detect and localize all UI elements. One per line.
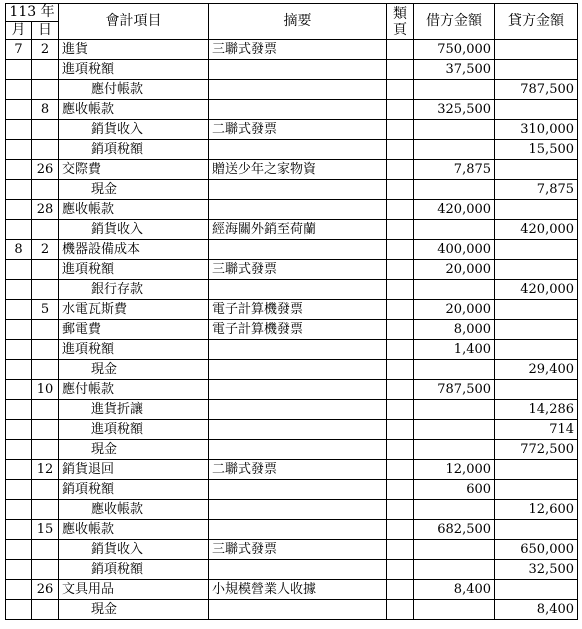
- day-cell: [32, 320, 59, 340]
- account-cell: 現金: [59, 180, 209, 200]
- class-cell: [387, 560, 414, 580]
- month-cell: [6, 100, 32, 120]
- debit-cell: 600: [414, 480, 495, 500]
- month-cell: [6, 600, 32, 620]
- account-cell: 進貨折讓: [59, 400, 209, 420]
- month-header: 月: [6, 22, 32, 40]
- debit-cell: 20,000: [414, 260, 495, 280]
- account-cell: 銷項稅額: [59, 480, 209, 500]
- day-cell: 26: [32, 160, 59, 180]
- journal-row: [6, 380, 578, 400]
- month-cell: [6, 260, 32, 280]
- day-cell: [32, 60, 59, 80]
- class-cell: [387, 220, 414, 240]
- account-cell: 應付帳款: [59, 380, 209, 400]
- debit-cell: [414, 180, 495, 200]
- day-cell: [32, 80, 59, 100]
- month-cell: [6, 180, 32, 200]
- account-cell: 交際費: [59, 160, 209, 180]
- account-cell: 文具用品: [59, 580, 209, 600]
- month-cell: [6, 80, 32, 100]
- account-cell: 應付帳款: [59, 80, 209, 100]
- journal-row: [6, 520, 578, 540]
- account-cell: 銷貨收入: [59, 220, 209, 240]
- class-header: [387, 4, 414, 40]
- day-cell: [32, 420, 59, 440]
- class-cell: [387, 160, 414, 180]
- credit-cell: [495, 480, 578, 500]
- class-cell: [387, 200, 414, 220]
- account-cell: 銷貨退回: [59, 460, 209, 480]
- journal-row: [6, 140, 578, 160]
- class-cell: [387, 260, 414, 280]
- account-cell: 進項稅額: [59, 60, 209, 80]
- day-cell: [32, 540, 59, 560]
- account-cell: 應收帳款: [59, 500, 209, 520]
- journal-row: [6, 540, 578, 560]
- day-cell: [32, 220, 59, 240]
- account-cell: 應收帳款: [59, 200, 209, 220]
- account-cell: 現金: [59, 360, 209, 380]
- journal-row: [6, 480, 578, 500]
- credit-cell: [495, 240, 578, 260]
- journal-row: [6, 600, 578, 620]
- day-cell: [32, 500, 59, 520]
- day-cell: [32, 400, 59, 420]
- day-cell: [32, 480, 59, 500]
- day-cell: 2: [32, 240, 59, 260]
- day-cell: [32, 440, 59, 460]
- debit-cell: 37,500: [414, 60, 495, 80]
- credit-header: 貸方金額: [495, 4, 578, 40]
- debit-cell: 787,500: [414, 380, 495, 400]
- month-cell: [6, 480, 32, 500]
- description-cell: [209, 400, 387, 420]
- journal-row: [6, 440, 578, 460]
- class-cell: [387, 520, 414, 540]
- credit-cell: [495, 460, 578, 480]
- month-cell: 7: [6, 40, 32, 60]
- description-cell: [209, 140, 387, 160]
- debit-header: 借方金額: [414, 4, 495, 40]
- class-cell: [387, 420, 414, 440]
- credit-cell: 714: [495, 420, 578, 440]
- credit-cell: 310,000: [495, 120, 578, 140]
- journal-row: [6, 360, 578, 380]
- journal-row: [6, 180, 578, 200]
- class-cell: [387, 240, 414, 260]
- credit-cell: [495, 340, 578, 360]
- description-cell: 電子計算機發票: [209, 320, 387, 340]
- credit-cell: 14,286: [495, 400, 578, 420]
- month-cell: [6, 440, 32, 460]
- credit-cell: [495, 260, 578, 280]
- class-cell: [387, 400, 414, 420]
- journal-row: [6, 220, 578, 240]
- debit-cell: 420,000: [414, 200, 495, 220]
- debit-cell: [414, 540, 495, 560]
- credit-cell: [495, 40, 578, 60]
- journal-row: [6, 560, 578, 580]
- class-cell: [387, 440, 414, 460]
- debit-cell: [414, 280, 495, 300]
- class-cell: [387, 140, 414, 160]
- debit-cell: 325,500: [414, 100, 495, 120]
- day-cell: 8: [32, 100, 59, 120]
- month-cell: [6, 200, 32, 220]
- credit-cell: 772,500: [495, 440, 578, 460]
- journal-row: [6, 240, 578, 260]
- month-cell: [6, 540, 32, 560]
- journal-row: [6, 400, 578, 420]
- journal-row: [6, 100, 578, 120]
- account-cell: 銀行存款: [59, 280, 209, 300]
- journal-body: [6, 40, 578, 620]
- description-cell: [209, 520, 387, 540]
- day-cell: 28: [32, 200, 59, 220]
- account-cell: 銷項稅額: [59, 140, 209, 160]
- description-cell: [209, 200, 387, 220]
- journal-row: [6, 280, 578, 300]
- account-cell: 現金: [59, 440, 209, 460]
- account-cell: 銷項稅額: [59, 560, 209, 580]
- credit-cell: 420,000: [495, 220, 578, 240]
- debit-cell: [414, 140, 495, 160]
- month-cell: [6, 340, 32, 360]
- month-cell: [6, 280, 32, 300]
- day-cell: 15: [32, 520, 59, 540]
- credit-cell: 650,000: [495, 540, 578, 560]
- description-cell: [209, 340, 387, 360]
- class-cell: [387, 40, 414, 60]
- class-header-line1: 類: [393, 5, 408, 22]
- debit-cell: 8,400: [414, 580, 495, 600]
- day-cell: [32, 340, 59, 360]
- journal-row: [6, 160, 578, 180]
- credit-cell: 12,600: [495, 500, 578, 520]
- journal-row: [6, 120, 578, 140]
- credit-cell: 29,400: [495, 360, 578, 380]
- class-cell: [387, 100, 414, 120]
- account-cell: 應收帳款: [59, 100, 209, 120]
- debit-cell: [414, 80, 495, 100]
- credit-cell: 8,400: [495, 600, 578, 620]
- month-cell: [6, 320, 32, 340]
- description-cell: [209, 500, 387, 520]
- day-cell: [32, 140, 59, 160]
- description-cell: 二聯式發票: [209, 120, 387, 140]
- description-cell: [209, 600, 387, 620]
- class-cell: [387, 500, 414, 520]
- description-cell: [209, 100, 387, 120]
- class-cell: [387, 300, 414, 320]
- description-cell: 三聯式發票: [209, 40, 387, 60]
- class-cell: [387, 180, 414, 200]
- day-cell: [32, 260, 59, 280]
- day-cell: [32, 360, 59, 380]
- account-cell: 現金: [59, 600, 209, 620]
- journal-row: [6, 200, 578, 220]
- account-cell: 水電瓦斯費: [59, 300, 209, 320]
- journal-row: [6, 500, 578, 520]
- description-cell: 三聯式發票: [209, 540, 387, 560]
- debit-cell: [414, 560, 495, 580]
- debit-cell: 8,000: [414, 320, 495, 340]
- account-cell: 機器設備成本: [59, 240, 209, 260]
- description-cell: [209, 280, 387, 300]
- class-cell: [387, 480, 414, 500]
- description-cell: [209, 240, 387, 260]
- debit-cell: 750,000: [414, 40, 495, 60]
- debit-cell: [414, 600, 495, 620]
- description-cell: 贈送少年之家物資: [209, 160, 387, 180]
- journal-row: [6, 460, 578, 480]
- credit-cell: 420,000: [495, 280, 578, 300]
- month-cell: [6, 300, 32, 320]
- description-cell: [209, 180, 387, 200]
- description-cell: 小規模營業人收據: [209, 580, 387, 600]
- journal-row: [6, 300, 578, 320]
- account-cell: 銷貨收入: [59, 120, 209, 140]
- credit-cell: 787,500: [495, 80, 578, 100]
- credit-cell: [495, 300, 578, 320]
- class-cell: [387, 80, 414, 100]
- day-cell: [32, 560, 59, 580]
- journal-row: [6, 320, 578, 340]
- credit-cell: [495, 160, 578, 180]
- class-cell: [387, 60, 414, 80]
- credit-cell: 7,875: [495, 180, 578, 200]
- credit-cell: 15,500: [495, 140, 578, 160]
- debit-cell: [414, 120, 495, 140]
- debit-cell: [414, 500, 495, 520]
- day-cell: 12: [32, 460, 59, 480]
- credit-cell: [495, 100, 578, 120]
- journal-row: [6, 340, 578, 360]
- account-cell: 銷貨收入: [59, 540, 209, 560]
- account-cell: 進項稅額: [59, 260, 209, 280]
- account-cell: 進貨: [59, 40, 209, 60]
- month-cell: [6, 580, 32, 600]
- debit-cell: 20,000: [414, 300, 495, 320]
- class-cell: [387, 580, 414, 600]
- account-cell: 進項稅額: [59, 420, 209, 440]
- credit-cell: [495, 320, 578, 340]
- month-cell: [6, 120, 32, 140]
- month-cell: 8: [6, 240, 32, 260]
- description-cell: 二聯式發票: [209, 460, 387, 480]
- month-cell: [6, 160, 32, 180]
- class-cell: [387, 320, 414, 340]
- account-cell: 郵電費: [59, 320, 209, 340]
- class-cell: [387, 360, 414, 380]
- day-header: 日: [32, 22, 59, 40]
- month-cell: [6, 220, 32, 240]
- day-cell: [32, 180, 59, 200]
- description-cell: [209, 560, 387, 580]
- description-cell: [209, 480, 387, 500]
- day-cell: 5: [32, 300, 59, 320]
- credit-cell: [495, 60, 578, 80]
- credit-cell: 32,500: [495, 560, 578, 580]
- description-cell: [209, 420, 387, 440]
- class-cell: [387, 120, 414, 140]
- debit-cell: [414, 440, 495, 460]
- month-cell: [6, 420, 32, 440]
- journal-row: [6, 40, 578, 60]
- class-cell: [387, 540, 414, 560]
- month-cell: [6, 360, 32, 380]
- description-cell: 經海關外銷至荷蘭: [209, 220, 387, 240]
- description-cell: 電子計算機發票: [209, 300, 387, 320]
- debit-cell: 400,000: [414, 240, 495, 260]
- description-cell: [209, 440, 387, 460]
- debit-cell: [414, 220, 495, 240]
- class-cell: [387, 380, 414, 400]
- class-cell: [387, 600, 414, 620]
- account-header: 會計項目: [59, 4, 209, 40]
- debit-cell: 7,875: [414, 160, 495, 180]
- journal-row: [6, 80, 578, 100]
- day-cell: 26: [32, 580, 59, 600]
- description-header: 摘要: [209, 4, 387, 40]
- credit-cell: [495, 520, 578, 540]
- description-cell: [209, 360, 387, 380]
- debit-cell: 12,000: [414, 460, 495, 480]
- description-cell: 三聯式發票: [209, 260, 387, 280]
- journal-header: [6, 4, 578, 40]
- account-cell: 應收帳款: [59, 520, 209, 540]
- credit-cell: [495, 580, 578, 600]
- day-cell: [32, 600, 59, 620]
- description-cell: [209, 60, 387, 80]
- month-cell: [6, 400, 32, 420]
- journal-row: [6, 580, 578, 600]
- debit-cell: 1,400: [414, 340, 495, 360]
- day-cell: 10: [32, 380, 59, 400]
- description-cell: [209, 80, 387, 100]
- description-cell: [209, 380, 387, 400]
- credit-cell: [495, 200, 578, 220]
- month-cell: [6, 500, 32, 520]
- class-cell: [387, 460, 414, 480]
- debit-cell: 682,500: [414, 520, 495, 540]
- class-header-line2: 頁: [393, 21, 408, 38]
- account-cell: 進項稅額: [59, 340, 209, 360]
- day-cell: [32, 120, 59, 140]
- debit-cell: [414, 360, 495, 380]
- class-cell: [387, 340, 414, 360]
- journal-table: [5, 3, 578, 620]
- year-header: 113 年: [6, 4, 59, 22]
- journal-row: [6, 60, 578, 80]
- journal-row: [6, 420, 578, 440]
- class-cell: [387, 280, 414, 300]
- month-cell: [6, 460, 32, 480]
- debit-cell: [414, 420, 495, 440]
- debit-cell: [414, 400, 495, 420]
- month-cell: [6, 60, 32, 80]
- credit-cell: [495, 380, 578, 400]
- day-cell: [32, 280, 59, 300]
- month-cell: [6, 380, 32, 400]
- month-cell: [6, 560, 32, 580]
- month-cell: [6, 140, 32, 160]
- month-cell: [6, 520, 32, 540]
- journal-row: [6, 260, 578, 280]
- day-cell: 2: [32, 40, 59, 60]
